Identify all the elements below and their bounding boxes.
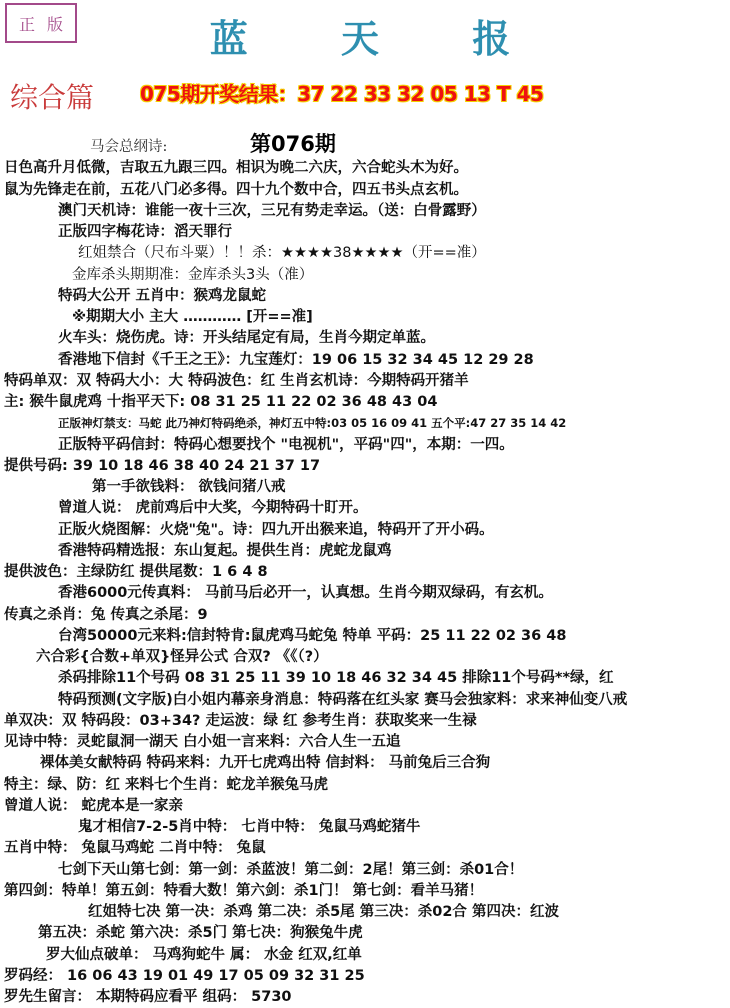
stamp-left-char: 正 bbox=[18, 14, 35, 34]
body-line: 特码单双：双 特码大小：大 特码波色：红 生肖玄机诗：今期特码开猪羊 bbox=[4, 373, 469, 389]
body-line: 金库杀头期期准：金库杀头3头（准） bbox=[72, 267, 314, 283]
body-line: 特码预测(文字版)白小姐内幕亲身消息：特码落在红头家 赛马会独家料：求来神仙变八戒 bbox=[58, 692, 628, 708]
stamp-right-char: 版 bbox=[46, 14, 63, 34]
body-line: 罗码经： 16 06 43 19 01 49 17 05 09 32 31 25 bbox=[4, 968, 365, 984]
body-line: 罗大仙点破单： 马鸡狗蛇牛 属： 水金 红双,红单 bbox=[46, 947, 362, 963]
body-line: 七剑下天山第七剑：第一剑：杀蓝波！第二剑：2尾！第三剑：杀01合！ bbox=[58, 862, 524, 878]
body-line: 火车头：烧伤虎。诗：开头结尾定有局，生肖今期定单蓝。 bbox=[58, 330, 435, 346]
body-line: 第四剑：特单！第五剑：特看大数！第六剑：杀1门！ 第七剑：看羊马猪！ bbox=[4, 883, 484, 899]
body-line: 正版四字梅花诗：滔天罪行 bbox=[58, 224, 232, 240]
body-line: 五肖中特： 兔鼠马鸡蛇 二肖中特： 兔鼠 bbox=[4, 840, 266, 856]
body-line: 正版特平码信封：特码心想要找个 "电视机"，平码"四"，本期：一四。 bbox=[58, 437, 514, 453]
body-line: ※期期大小 主大 ………… [开==准] bbox=[72, 309, 313, 325]
body-line: 香港特码精选报：东山复起。提供生肖：虎蛇龙鼠鸡 bbox=[58, 543, 392, 559]
body-line: 裸体美女献特码 特码来料：九开七虎鸡出特 信封料： 马前兔后三合狗 bbox=[40, 755, 491, 771]
body-line: 鬼才相信7-2-5肖中特： 七肖中特： 兔鼠马鸡蛇猪牛 bbox=[78, 819, 421, 835]
body-line: 鼠为先锋走在前，五花八门必多得。四十九个数中合，四五书头点玄机。 bbox=[4, 182, 468, 198]
body-line: 第一手欲钱料： 欲钱问猪八戒 bbox=[92, 479, 286, 495]
body-line: 香港地下信封《千王之王》：九宝莲灯：19 06 15 32 34 45 12 29 28 bbox=[58, 352, 534, 368]
body-line: 提供波色：主绿防红 提供尾数：1 6 4 8 bbox=[4, 564, 268, 580]
body-line: 澳门天机诗：谁能一夜十三次，三兄有势走幸运。（送：白骨露野） bbox=[58, 203, 486, 219]
body-line: 第五决：杀蛇 第六决：杀5门 第七决：狗猴兔牛虎 bbox=[38, 925, 363, 941]
body-line: 杀码排除11个号码 08 31 25 11 39 10 18 46 32 34 45 排除11个号码**绿，红 bbox=[58, 670, 614, 686]
body-line: 曾道人说： 虎前鸡后中大奖，今期特码十盯开。 bbox=[58, 500, 368, 516]
newspaper-title: 蓝 天 报 bbox=[209, 16, 551, 61]
body-line: 单双决：双 特码段：03+34? 走运波：绿 红 参考生肖：获取奖来一生禄 bbox=[4, 713, 477, 729]
body-line: 特码大公开 五肖中：猴鸡龙鼠蛇 bbox=[58, 288, 267, 304]
body-line: 正版火烧图解：火烧"兔"。诗：四九开出猴来追，特码开了开小码。 bbox=[58, 522, 494, 538]
body-line: 日色高升月低微，吉取五九跟三四。相识为晚二六庆，六合蛇头木为好。 bbox=[4, 160, 468, 176]
body-line: 台湾50000元来料:信封特肯:鼠虎鸡马蛇兔 特单 平码：25 11 22 02 36 48 bbox=[58, 628, 567, 644]
draw-result-banner: 075期开奖结果：37 22 33 32 05 13 T 45 bbox=[140, 82, 544, 106]
body-line: 传真之杀肖：兔 传真之杀尾：9 bbox=[4, 607, 208, 623]
body-line: 特主：绿、防：红 来料七个生肖：蛇龙羊猴兔马虎 bbox=[4, 777, 329, 793]
body-line: 提供号码: 39 10 18 46 38 40 24 21 37 17 bbox=[4, 458, 321, 474]
body-line: 红姐禁合（尺布斗粟）！！杀：★★★★38★★★★（开==准） bbox=[78, 245, 486, 261]
body-line: 六合彩{合数+单双}怪异公式 合双? 《《（?） bbox=[36, 649, 328, 665]
body-line: 香港6000元传真料： 马前马后必开一，认真想。生肖今期双绿码，有玄机。 bbox=[58, 585, 553, 601]
section-heading: 综合篇 bbox=[10, 81, 95, 114]
body-line: 罗先生留言： 本期特码应看平 组码： 5730 bbox=[4, 989, 292, 1005]
body-line: 马会总纲诗: bbox=[90, 139, 168, 155]
issue-number: 第076期 bbox=[250, 132, 336, 156]
body-line: 正版神灯禁支：马蛇 此乃神灯特码绝杀，神灯五中特:03 05 16 09 41 五个平:47 27 35 14 42 bbox=[58, 416, 567, 430]
body-line: 见诗中特：灵蛇鼠洞一湖天 白小姐一言来料：六合人生一五追 bbox=[4, 734, 401, 750]
body-line: 主: 猴牛鼠虎鸡 十指平天下: 08 31 25 11 22 02 36 48 43 04 bbox=[4, 394, 438, 410]
body-line: 曾道人说： 蛇虎本是一家亲 bbox=[4, 798, 184, 814]
body-line: 红姐特七决 第一决：杀鸡 第二决：杀5尾 第三决：杀02合 第四决：红波 bbox=[88, 904, 559, 920]
